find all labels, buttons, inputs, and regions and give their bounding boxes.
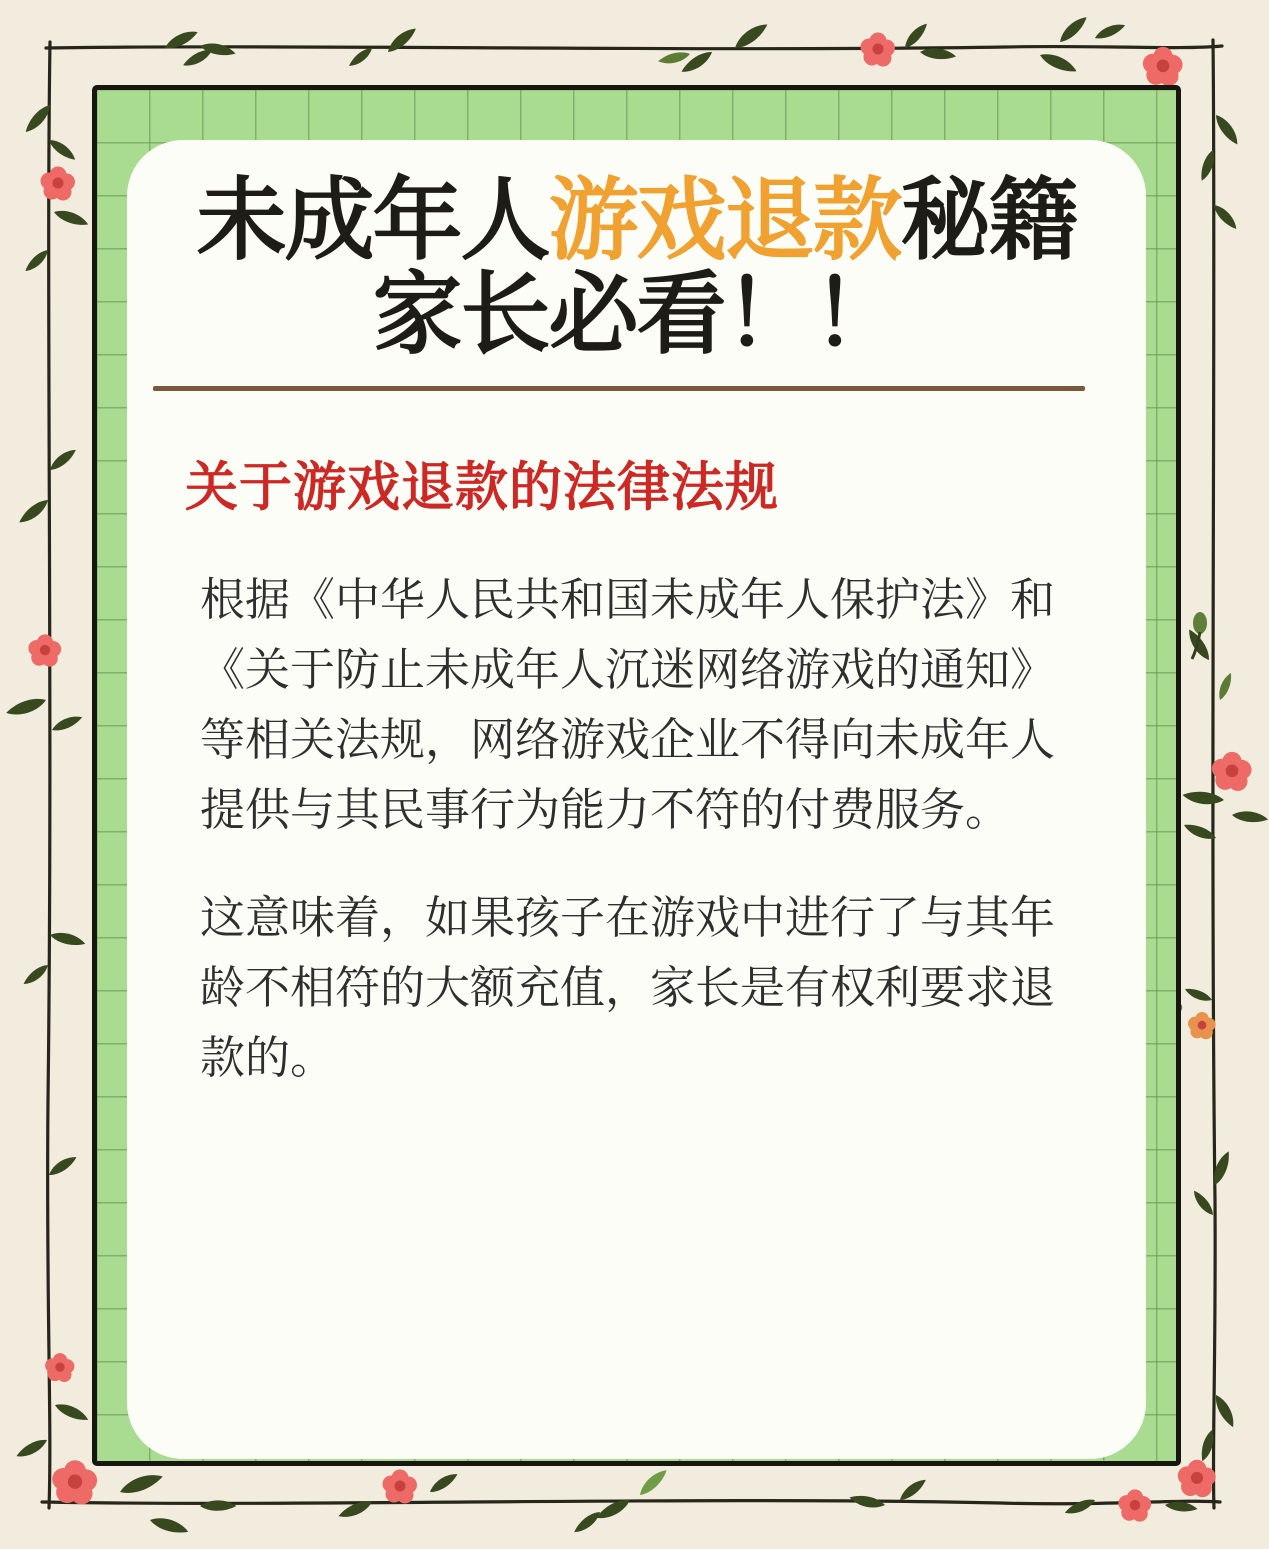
flower-icon xyxy=(28,634,61,666)
flower-icon xyxy=(1118,1489,1151,1521)
flower-icon xyxy=(52,1460,97,1504)
paragraph-refund-right: 这意味着，如果孩子在游戏中进行了与其年龄不相符的大额充值，家长是有权利要求退款的。 xyxy=(200,892,1056,1083)
flower-icon xyxy=(383,1470,418,1504)
title-segment-black1: 未成年人 xyxy=(196,171,549,271)
flower-icon xyxy=(861,33,896,67)
title-line1 xyxy=(137,171,1136,271)
paragraph-law-basis: 根据《中华人民共和国未成年人保护法》和《关于防止未成年人沉迷网络游戏的通知》等相关法规，网络游戏企业不得向未成年人提供与其民事行为能力不符的付费服务。 xyxy=(200,574,1056,835)
flower-icon xyxy=(41,167,76,201)
title-divider xyxy=(153,386,1085,391)
grid-card xyxy=(92,85,1181,1466)
flower-icon xyxy=(1188,1012,1216,1039)
title-segment-black2: 秘籍 xyxy=(900,171,1077,271)
section-heading: 关于游戏退款的法律法规 xyxy=(185,458,779,517)
flower-icon xyxy=(45,1353,74,1382)
flower-icon xyxy=(1178,1460,1216,1497)
flower-icon xyxy=(1212,752,1252,791)
flower-icon xyxy=(1143,47,1183,86)
poster-title xyxy=(137,171,1136,365)
content-card xyxy=(127,140,1146,1459)
bud-icon xyxy=(1192,612,1207,659)
title-segment-orange: 游戏退款 xyxy=(548,171,901,271)
title-line2: 家长必看！！ xyxy=(372,265,901,365)
